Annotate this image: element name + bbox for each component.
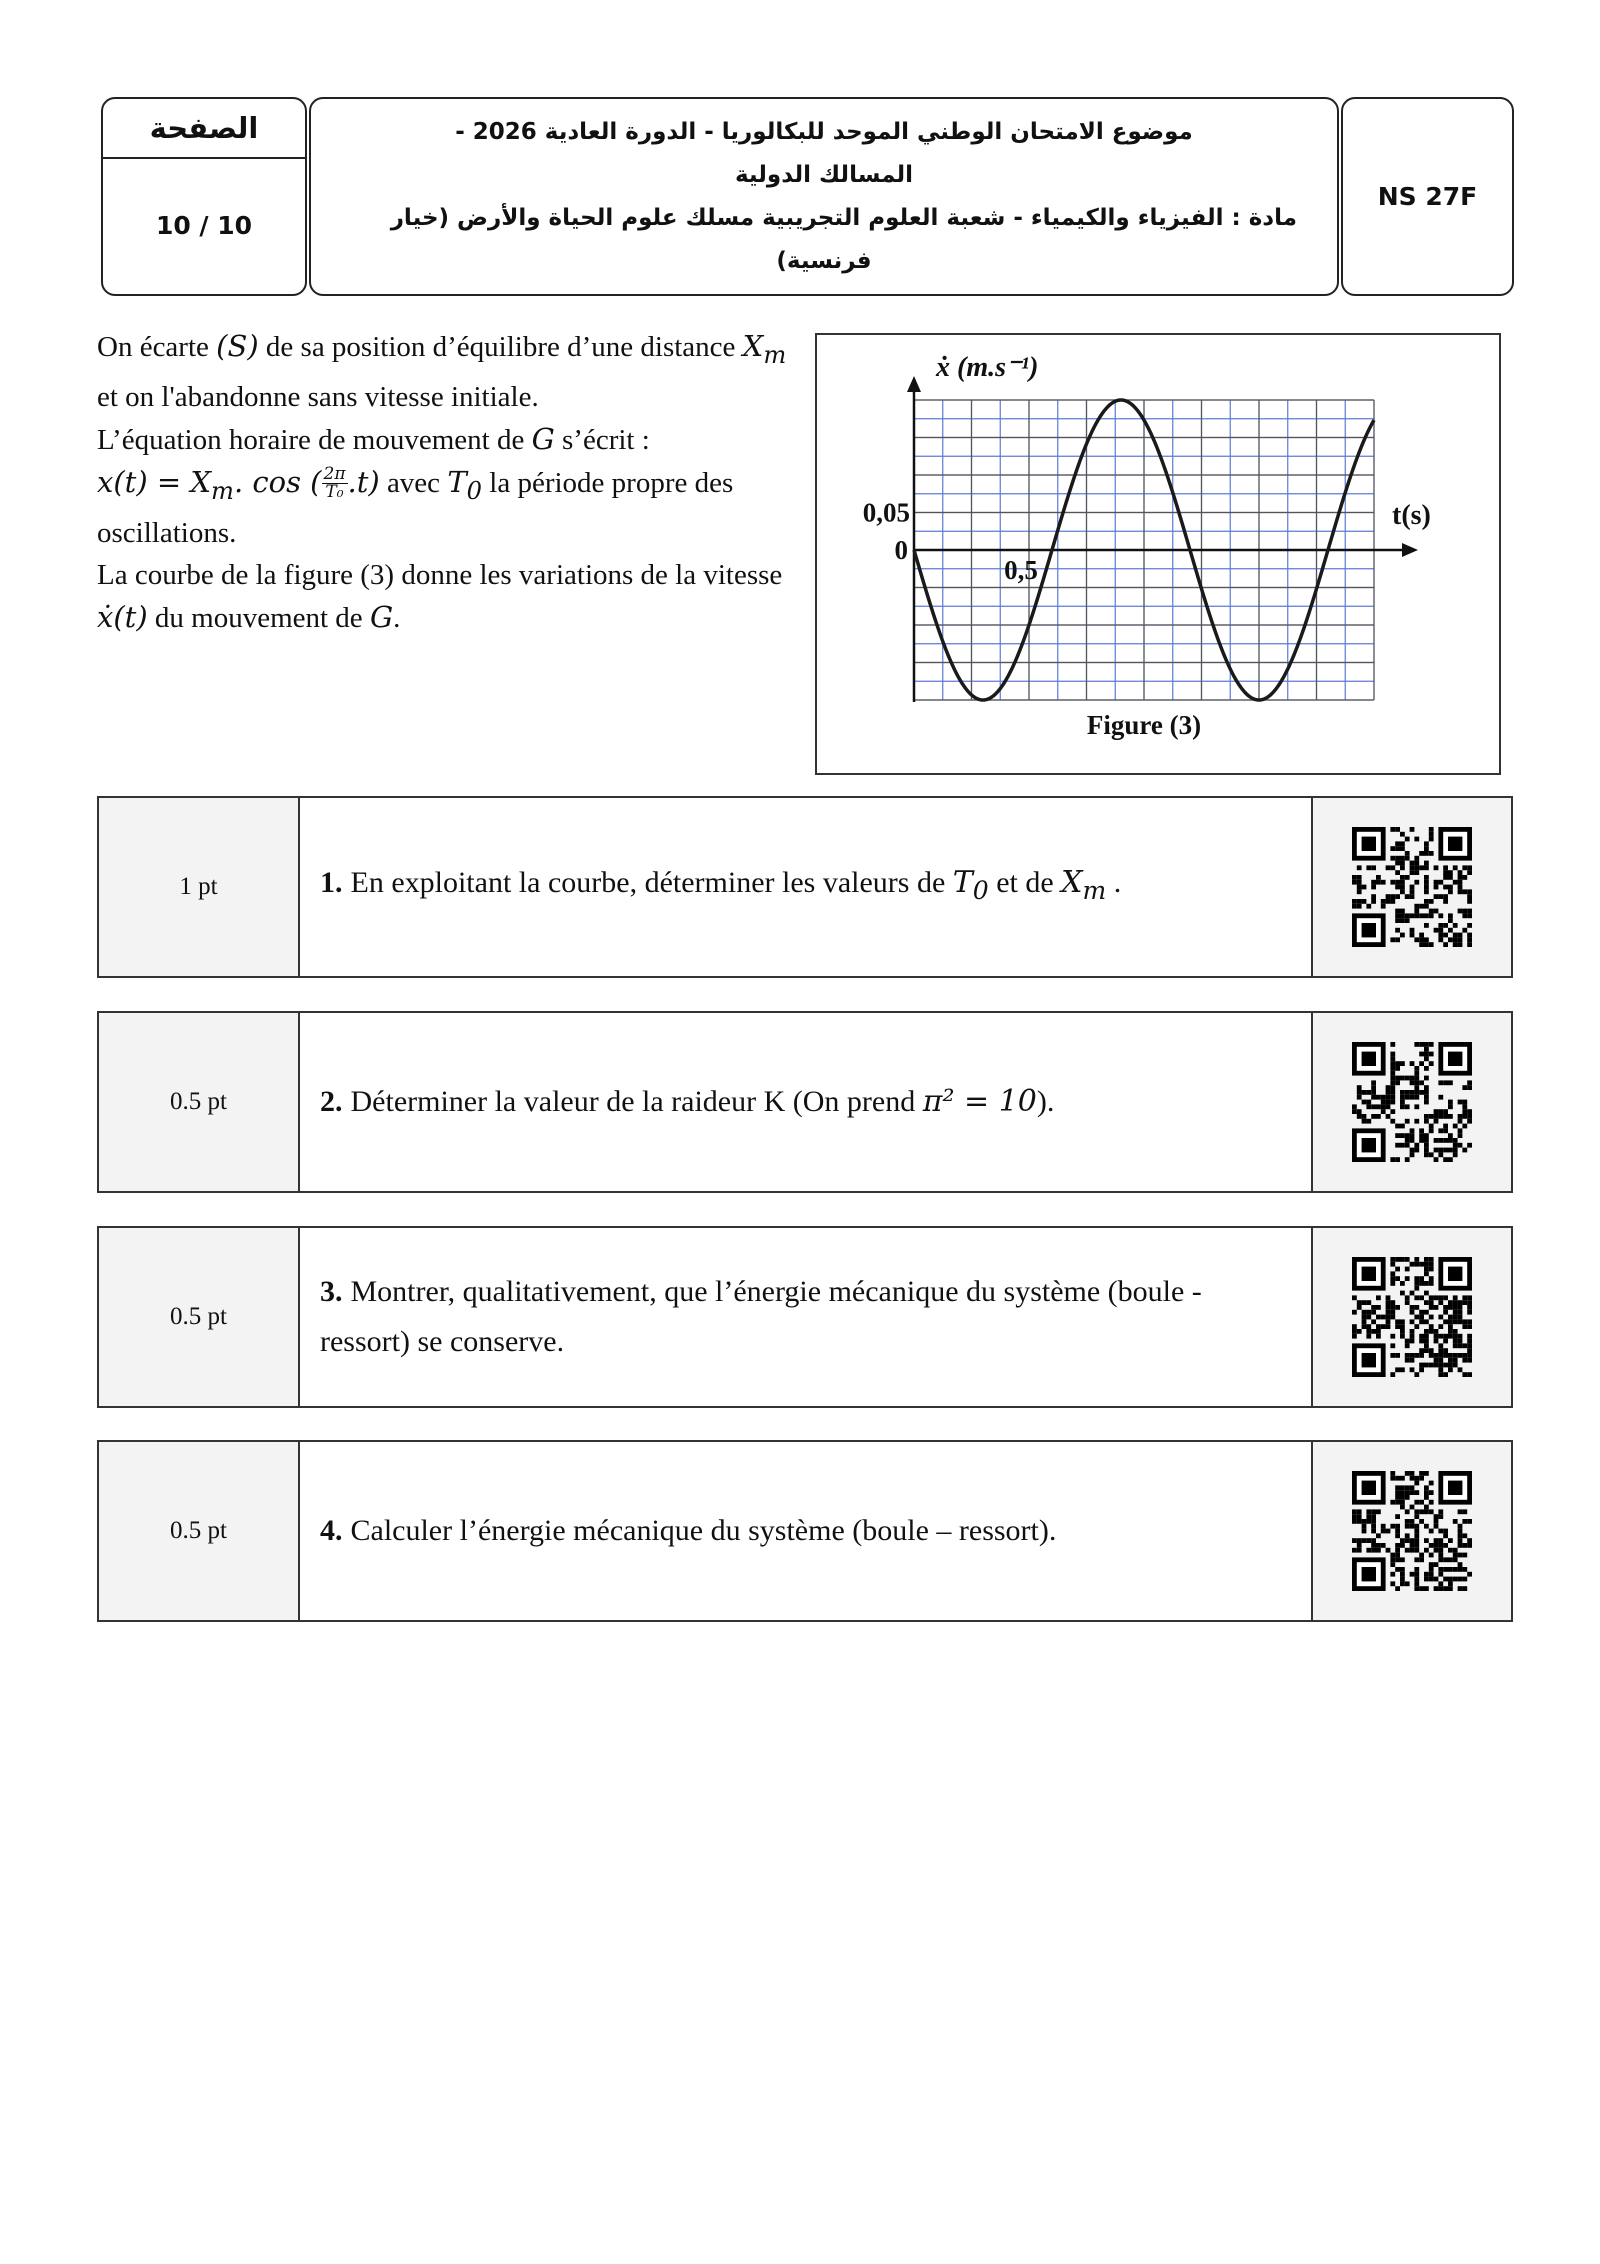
question-1-row [97,796,1513,978]
exam-subject-line: مادة : الفيزياء والكيمياء - شعبة العلوم التجريبية مسلك علوم الحياة والأرض (خيار [390,205,1297,231]
qr-code-cell[interactable] [1311,798,1511,976]
figure-3 [815,333,1501,775]
figure-caption: Figure (3) [1086,710,1202,740]
y-axis-label: ẋ (m.s⁻¹) [936,352,1039,383]
qr-code-icon[interactable] [1352,1257,1472,1377]
qr-code-cell[interactable] [1311,1013,1511,1191]
solid-symbol: (S) [216,329,259,363]
page-label: الصفحة [103,99,305,159]
page-counter-box [101,97,307,296]
qr-code-icon[interactable] [1352,1471,1472,1591]
question-points: 0.5 pt [99,1228,300,1406]
qr-code-cell[interactable] [1311,1442,1511,1620]
intro-paragraph-1: On écarte (S) de sa position d’équilibre d’une distance $X_m$ et on l'abandonne sans vitesse initiale. [97,329,787,413]
x-axis-arrow [1402,543,1418,557]
exam-subject-line2: فرنسية) [776,248,872,274]
x-tick-label: 0,5 [1004,555,1038,585]
equation-of-motion: $x(t) = X_m$. cos ( $\frac{2\pi}{\text{T₀}}$ .t) [97,464,380,505]
question-text: 2. Déterminer la valeur de la raideur K (On prend π² = 10). [320,1084,1055,1119]
qr-code-cell[interactable] [1311,1228,1511,1406]
velocity-chart [817,335,1499,773]
exam-code: NS 27F [1377,182,1478,211]
question-2-row [97,1011,1513,1193]
problem-statement [97,325,797,639]
exam-title-line2: المسالك الدولية [734,162,914,188]
exam-title-box [309,97,1339,296]
question-points: 0.5 pt [99,1013,300,1191]
question-text: 1. En exploitant la courbe, déterminer les valeurs de $T_0$ et de $X_m$ . [320,865,1122,905]
intro-paragraph-3: La courbe de la figure (3) donne les variations de la vitesse ẋ(t) du mouvement de G. [97,558,783,634]
question-4-row [97,1440,1513,1622]
question-points: 0.5 pt [99,1442,300,1620]
origin-label: 0 [894,535,908,565]
exam-title-line1: موضوع الامتحان الوطني الموحد للبكالوريا - الدورة العادية 2026 - [455,119,1193,145]
question-text: 3. Montrer, qualitativement, que l’énergie mécanique du système (boule - ressort) se conserve. [320,1275,1202,1358]
intro-paragraph-2: L’équation horaire de mouvement de G s’écrit : $x(t) = X_m$. cos ( $\frac{2\pi}{\text{T₀}}$ .t) avec $T_0$ la période propre des oscillations. [97,421,734,549]
y-tick-label: 0,05 [862,497,910,528]
y-axis-arrow [907,376,921,392]
qr-code-icon[interactable] [1352,1042,1472,1162]
page-number: 10 / 10 [155,211,253,240]
question-text: 4. Calculer l’énergie mécanique du système (boule – ressort). [320,1514,1057,1547]
qr-code-icon[interactable] [1352,827,1472,947]
x-axis-label: t(s) [1392,500,1431,531]
question-3-row [97,1226,1513,1408]
exam-code-box [1341,97,1514,296]
question-points: 1 pt [99,798,300,976]
